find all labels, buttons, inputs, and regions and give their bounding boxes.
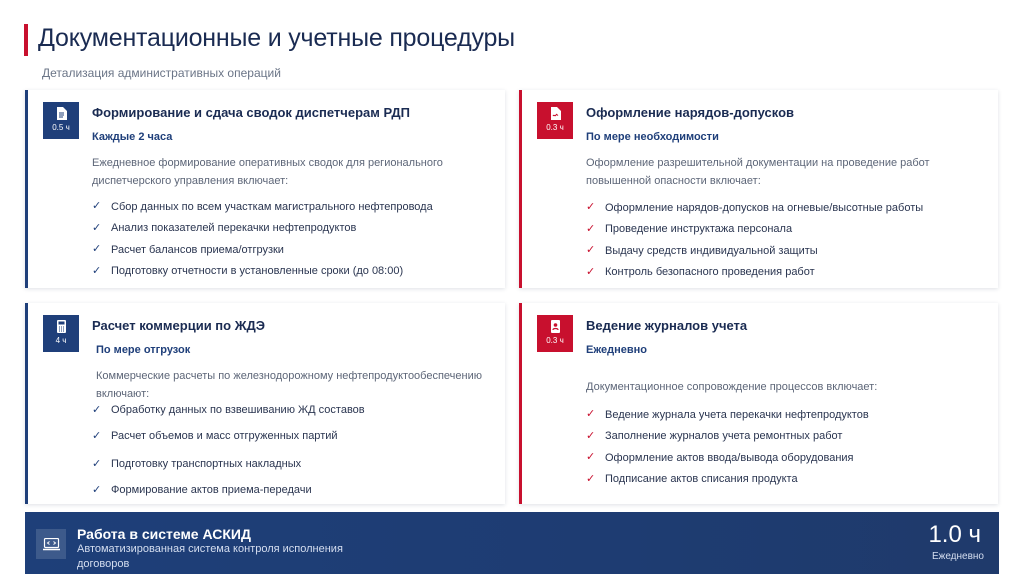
task-item: ✓ Оформление нарядов-допусков на огневые/высотные работы (586, 201, 924, 214)
title-accent-bar (24, 24, 28, 56)
time-badge (537, 315, 573, 352)
card-description: Оформление разрешительной документации на проведение работ повышенной опасности включает: (586, 157, 930, 187)
time-badge-label: 4 ч (55, 336, 67, 345)
document-icon (43, 102, 79, 122)
task-item: ✓ Проведение инструктажа персонала (586, 222, 793, 236)
card-frequency: По мере отгрузок (96, 344, 191, 356)
task-item: ✓ Заполнение журналов учета ремонтных работ (586, 429, 843, 443)
check-icon: ✓ (586, 451, 596, 464)
check-icon: ✓ (92, 264, 102, 277)
banner-description: Автоматизированная система контроля исполнения договоров (77, 543, 343, 570)
card-description: Документационное сопровождение процессов включает: (586, 381, 878, 393)
time-badge (43, 315, 79, 352)
task-list (92, 196, 433, 282)
task-item: ✓ Подписание актов списания продукта (586, 472, 798, 486)
journal-icon (537, 315, 573, 335)
procedure-card-rail-commerce (25, 303, 505, 504)
check-icon: ✓ (586, 429, 596, 442)
banner-title: Работа в системе АСКИД (77, 526, 251, 542)
check-icon: ✓ (586, 244, 596, 257)
check-icon: ✓ (586, 265, 596, 278)
task-item: ✓ Расчет балансов приема/отгрузки (92, 243, 284, 256)
procedure-card-journals (519, 303, 998, 504)
task-item: ✓ Обработку данных по взвешиванию ЖД составов (92, 403, 365, 416)
check-icon: ✓ (92, 243, 102, 256)
laptop-code-icon (36, 529, 66, 559)
time-badge-label: 0.3 ч (546, 123, 564, 132)
page-title: Документационные и учетные процедуры (38, 24, 515, 52)
task-item: ✓ Расчет объемов и масс отгруженных партий (92, 429, 338, 442)
calculator-icon (43, 315, 79, 335)
time-badge (537, 102, 573, 139)
check-icon: ✓ (586, 201, 596, 214)
task-item: ✓ Ведение журнала учета перекачки нефтепродуктов (586, 408, 869, 421)
procedure-card-work-permits (519, 90, 998, 288)
check-icon: ✓ (586, 408, 596, 421)
time-badge-label: 0.5 ч (52, 123, 70, 132)
page-subtitle: Детализация административных операций (42, 66, 281, 80)
card-description: Коммерческие расчеты по железнодорожному нефтепродуктообеспечению включают: (96, 370, 482, 400)
task-list (586, 404, 869, 490)
card-title: Формирование и сдача сводок диспетчерам РДП (92, 105, 410, 120)
task-item: ✓ Подготовку транспортных накладных (92, 457, 302, 470)
card-title: Расчет коммерции по ЖДЭ (92, 318, 265, 333)
task-item: ✓ Выдачу средств индивидуальной защиты (586, 244, 818, 257)
check-icon: ✓ (586, 472, 596, 485)
task-item: ✓ Сбор данных по всем участкам магистрального нефтепровода (92, 200, 433, 213)
check-icon: ✓ (92, 221, 102, 234)
check-icon: ✓ (92, 457, 102, 470)
task-item: ✓ Формирование актов приема-передачи (92, 483, 312, 496)
task-item: ✓ Контроль безопасного проведения работ (586, 265, 815, 279)
card-title: Ведение журналов учета (586, 318, 748, 333)
task-list (586, 197, 923, 283)
task-item: ✓ Оформление актов ввода/вывода оборудования (586, 451, 854, 464)
task-item: ✓ Анализ показателей перекачки нефтепродуктов (92, 221, 357, 235)
card-title: Оформление нарядов-допусков (586, 105, 795, 120)
check-icon: ✓ (92, 483, 102, 496)
banner-frequency: Ежедневно (931, 551, 984, 562)
time-badge (43, 102, 79, 139)
card-description: Ежедневное формирование оперативных сводок для регионального диспетчерского управления включает: (92, 157, 443, 187)
signed-document-icon (537, 102, 573, 122)
task-item: ✓ Подготовку отчетности в установленные сроки (до 08:00) (92, 264, 404, 278)
check-icon: ✓ (92, 429, 102, 442)
card-frequency: Ежедневно (586, 344, 647, 356)
check-icon: ✓ (586, 222, 596, 235)
time-badge-label: 0.3 ч (546, 336, 564, 345)
procedure-card-rdp-reports (25, 90, 505, 288)
check-icon: ✓ (92, 200, 102, 213)
task-list (92, 398, 365, 502)
banner-time-value: 1.0 ч (928, 521, 981, 548)
card-frequency: По мере необходимости (586, 131, 719, 143)
askid-system-banner (25, 512, 999, 574)
check-icon: ✓ (92, 403, 102, 416)
card-frequency: Каждые 2 часа (92, 131, 173, 143)
